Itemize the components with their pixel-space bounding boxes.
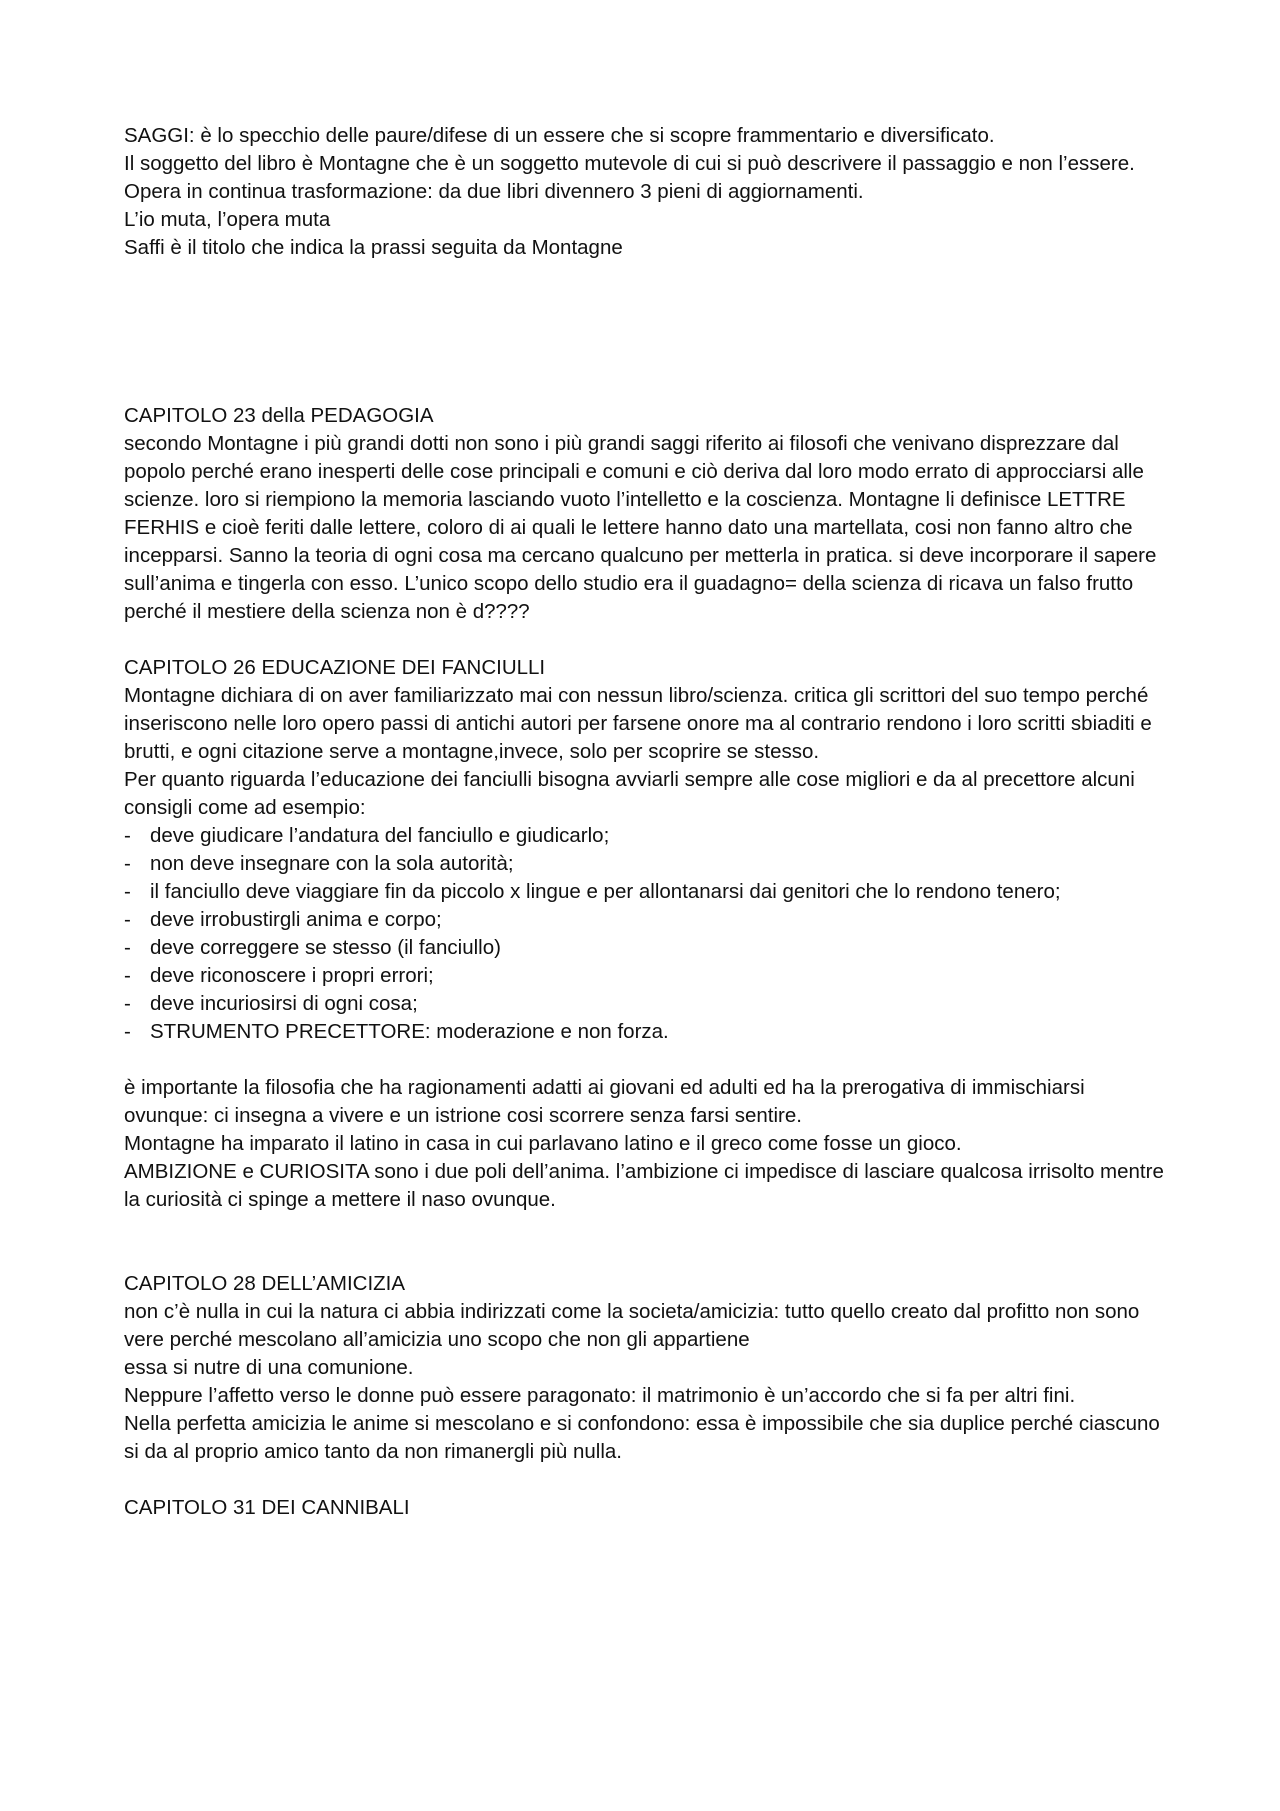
intro-section bbox=[124, 122, 1170, 262]
chapter-31-title: CAPITOLO 31 DEI CANNIBALI bbox=[124, 1496, 410, 1519]
chapter-26-title: CAPITOLO 26 EDUCAZIONE DEI FANCIULLI bbox=[124, 656, 546, 679]
spacer bbox=[124, 1046, 1170, 1074]
list-item: - deve irrobustirgli anima e corpo; bbox=[124, 906, 1170, 934]
spacer bbox=[124, 1214, 1170, 1270]
list-item: - STRUMENTO PRECETTORE: moderazione e non forza. bbox=[124, 1018, 1170, 1046]
chapter-28-paragraph: Neppure l’affetto verso le donne può essere paragonato: il matrimonio è un’accordo che si fa per altri fini. bbox=[124, 1384, 1076, 1407]
spacer bbox=[124, 626, 1170, 654]
chapter-28-paragraph: essa si nutre di una comunione. bbox=[124, 1356, 414, 1379]
list-item: - deve riconoscere i propri errori; bbox=[124, 962, 1170, 990]
intro-line: SAGGI: è lo specchio delle paure/difese di un essere che si scopre frammentario e diversificato. bbox=[124, 124, 995, 147]
chapter-26-paragraph: AMBIZIONE e CURIOSITA sono i due poli dell’anima. l’ambizione ci impedisce di lasciare qualcosa irrisolto mentre la curiosità ci spinge a mettere il naso ovunque. bbox=[124, 1160, 1164, 1211]
chapter-26-paragraph: Montagne dichiara di on aver familiarizzato mai con nessun libro/scienza. critica gli scrittori del suo tempo perché inseriscono nelle loro opero passi di antichi autori per farsene onore ma al contrario rendono i loro scritti sbiaditi e brutti, e ogni citazione serve a montagne,invece, solo per scoprire se stesso. bbox=[124, 684, 1152, 763]
chapter-26-paragraph: Per quanto riguarda l’educazione dei fanciulli bisogna avviarli sempre alle cose migliori e da al precettore alcuni consigli come ad esempio: bbox=[124, 768, 1135, 819]
list-item: - deve incuriosirsi di ogni cosa; bbox=[124, 990, 1170, 1018]
intro-line: Il soggetto del libro è Montagne che è un soggetto mutevole di cui si può descrivere il passaggio e non l’essere. bbox=[124, 152, 1135, 175]
chapter-31-section bbox=[124, 1494, 1170, 1522]
chapter-28-paragraph: non c’è nulla in cui la natura ci abbia indirizzati come la societa/amicizia: tutto quello creato dal profitto non sono vere perché mescolano all’amicizia uno scopo che non gli appartiene bbox=[124, 1300, 1140, 1351]
list-item: - deve giudicare l’andatura del fanciullo e giudicarlo; bbox=[124, 822, 1170, 850]
list-item: - non deve insegnare con la sola autorità; bbox=[124, 850, 1170, 878]
chapter-28-paragraph: Nella perfetta amicizia le anime si mescolano e si confondono: essa è impossibile che sia duplice perché ciascuno si da al proprio amico tanto da non rimanergli più nulla. bbox=[124, 1412, 1160, 1463]
advice-list bbox=[124, 822, 1170, 1046]
chapter-23-title: CAPITOLO 23 della PEDAGOGIA bbox=[124, 404, 434, 427]
list-item: - deve correggere se stesso (il fanciullo) bbox=[124, 934, 1170, 962]
chapter-28-section bbox=[124, 1270, 1170, 1466]
intro-line: L’io muta, l’opera muta bbox=[124, 208, 331, 231]
spacer bbox=[124, 262, 1170, 402]
list-item: - il fanciullo deve viaggiare fin da piccolo x lingue e per allontanarsi dai genitori che lo rendono tenero; bbox=[124, 878, 1170, 906]
intro-line: Opera in continua trasformazione: da due libri divennero 3 pieni di aggiornamenti. bbox=[124, 180, 864, 203]
chapter-28-title: CAPITOLO 28 DELL’AMICIZIA bbox=[124, 1272, 406, 1295]
intro-line: Saffi è il titolo che indica la prassi seguita da Montagne bbox=[124, 236, 623, 259]
chapter-26-section bbox=[124, 654, 1170, 1214]
spacer bbox=[124, 1466, 1170, 1494]
chapter-26-paragraph: è importante la filosofia che ha ragionamenti adatti ai giovani ed adulti ed ha la prerogativa di immischiarsi ovunque: ci insegna a vivere e un istrione cosi scorrere senza farsi sentire. bbox=[124, 1076, 1085, 1127]
chapter-26-paragraph: Montagne ha imparato il latino in casa in cui parlavano latino e il greco come fosse un gioco. bbox=[124, 1132, 962, 1155]
chapter-23-section bbox=[124, 402, 1170, 626]
chapter-23-body: secondo Montagne i più grandi dotti non sono i più grandi saggi riferito ai filosofi che venivano disprezzare dal popolo perché erano inesperti delle cose principali e comuni e ciò deriva dal loro modo errato di approcciarsi alle scienze. loro si riempiono la memoria lasciando vuoto l’intelletto e la coscienza. Montagne li definisce LETTRE FERHIS e cioè feriti dalle lettere, coloro di ai quali le lettere hanno dato una martellata, cosi non fanno altro che incepparsi. Sanno la teoria di ogni cosa ma cercano qualcuno per metterla in pratica. si deve incorporare il sapere sull’anima e tingerla con esso. L’unico scopo dello studio era il guadagno= della scienza di ricava un falso frutto perché il mestiere della scienza non è d???? bbox=[124, 432, 1157, 623]
